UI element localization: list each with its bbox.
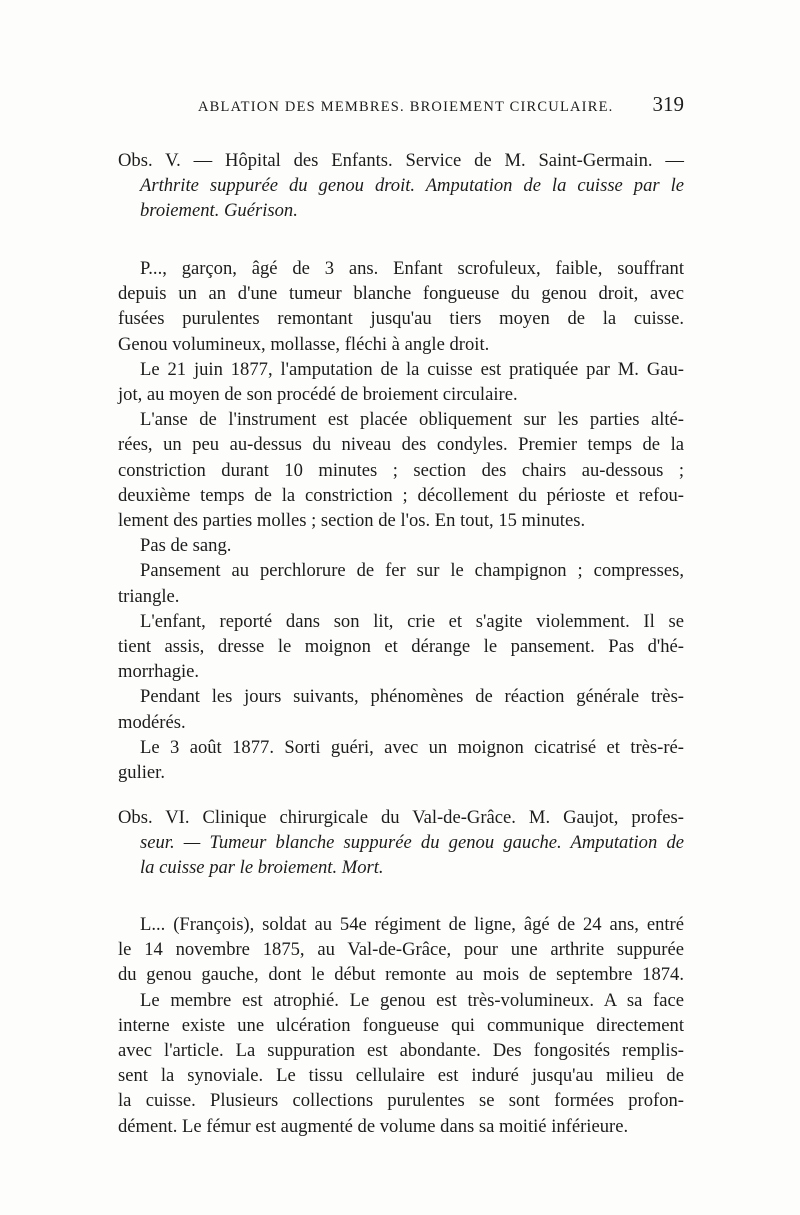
heading-line: Obs. V. — Hôpital des Enfants. Service de M. Saint-Germain. — — [118, 150, 684, 171]
text-line: le 14 novembre 1875, au Val-de-Grâce, pour une arthrite suppurée — [118, 939, 684, 961]
text-line: Pas de sang. — [140, 535, 232, 557]
text-line: fusées purulentes remontant jusqu'au tiers moyen de la cuisse. — [118, 308, 684, 330]
observation-6-body — [118, 912, 684, 1139]
text-line: Le membre est atrophié. Le genou est très-volumineux. A sa face — [140, 989, 684, 1011]
text-line: L'enfant, reporté dans son lit, crie et s'agite violemment. Il se — [140, 610, 684, 632]
text-line: Pendant les jours suivants, phénomènes de réaction générale très- — [140, 686, 684, 708]
heading-line: la cuisse par le broiement. Mort. — [140, 857, 384, 879]
text-line: P..., garçon, âgé de 3 ans. Enfant scrofuleux, faible, souffrant — [140, 258, 684, 279]
observation-6-heading — [118, 805, 684, 881]
text-line: Genou volumineux, mollasse, fléchi à angle droit. — [118, 333, 490, 355]
page-header — [198, 92, 684, 117]
observation-5-body — [118, 256, 684, 785]
text-line: la cuisse. Plusieurs collections purulentes se sont formées profon- — [118, 1090, 684, 1112]
running-head: ABLATION DES MEMBRES. BROIEMENT CIRCULAIRE. — [198, 99, 614, 115]
text-line: constriction durant 10 minutes ; section des chairs au-dessous ; — [118, 459, 684, 481]
text-line: Pansement au perchlorure de fer sur le champignon ; compresses, — [140, 560, 684, 582]
observation-5-heading — [118, 148, 684, 224]
text-line: L'anse de l'instrument est placée obliquement sur les parties alté- — [140, 409, 684, 431]
text-line: rées, un peu au-dessus du niveau des condyles. Premier temps de la — [118, 434, 684, 456]
heading-line: Arthrite suppurée du genou droit. Amputation de la cuisse par le — [140, 175, 684, 197]
text-line: triangle. — [118, 585, 180, 607]
text-line: morrhagie. — [118, 661, 200, 683]
text-line: du genou gauche, dont le début remonte au mois de septembre 1874. — [118, 964, 684, 986]
text-line: avec l'article. La suppuration est abondante. Des fongosités remplis- — [118, 1040, 684, 1062]
text-line: jot, au moyen de son procédé de broiement circulaire. — [118, 384, 518, 406]
page-number: 319 — [652, 92, 684, 116]
text-line: deuxième temps de la constriction ; décollement du périoste et refou- — [118, 484, 684, 506]
text-line: modérés. — [118, 711, 186, 733]
text-line: Le 3 août 1877. Sorti guéri, avec un moignon cicatrisé et très-ré- — [140, 736, 684, 758]
text-line: sent la synoviale. Le tissu cellulaire est induré jusqu'au milieu de — [118, 1065, 684, 1087]
heading-line: broiement. Guérison. — [140, 200, 298, 222]
text-line: interne existe une ulcération fongueuse qui communique directement — [118, 1014, 684, 1036]
text-line: dément. Le fémur est augmenté de volume dans sa moitié inférieure. — [118, 1115, 629, 1137]
text-line: gulier. — [118, 762, 165, 784]
heading-line: seur. — Tumeur blanche suppurée du genou gauche. Amputation de — [140, 832, 684, 854]
text-line: depuis un an d'une tumeur blanche fongueuse du genou droit, avec — [118, 283, 684, 305]
text-line: L... (François), soldat au 54e régiment de ligne, âgé de 24 ans, entré — [140, 914, 684, 935]
text-line: tient assis, dresse le moignon et dérange le pansement. Pas d'hé- — [118, 636, 684, 658]
heading-line: Obs. VI. Clinique chirurgicale du Val-de-Grâce. M. Gaujot, profes- — [118, 807, 684, 828]
text-line: lement des parties molles ; section de l'os. En tout, 15 minutes. — [118, 510, 586, 532]
text-line: Le 21 juin 1877, l'amputation de la cuisse est pratiquée par M. Gau- — [140, 358, 684, 380]
